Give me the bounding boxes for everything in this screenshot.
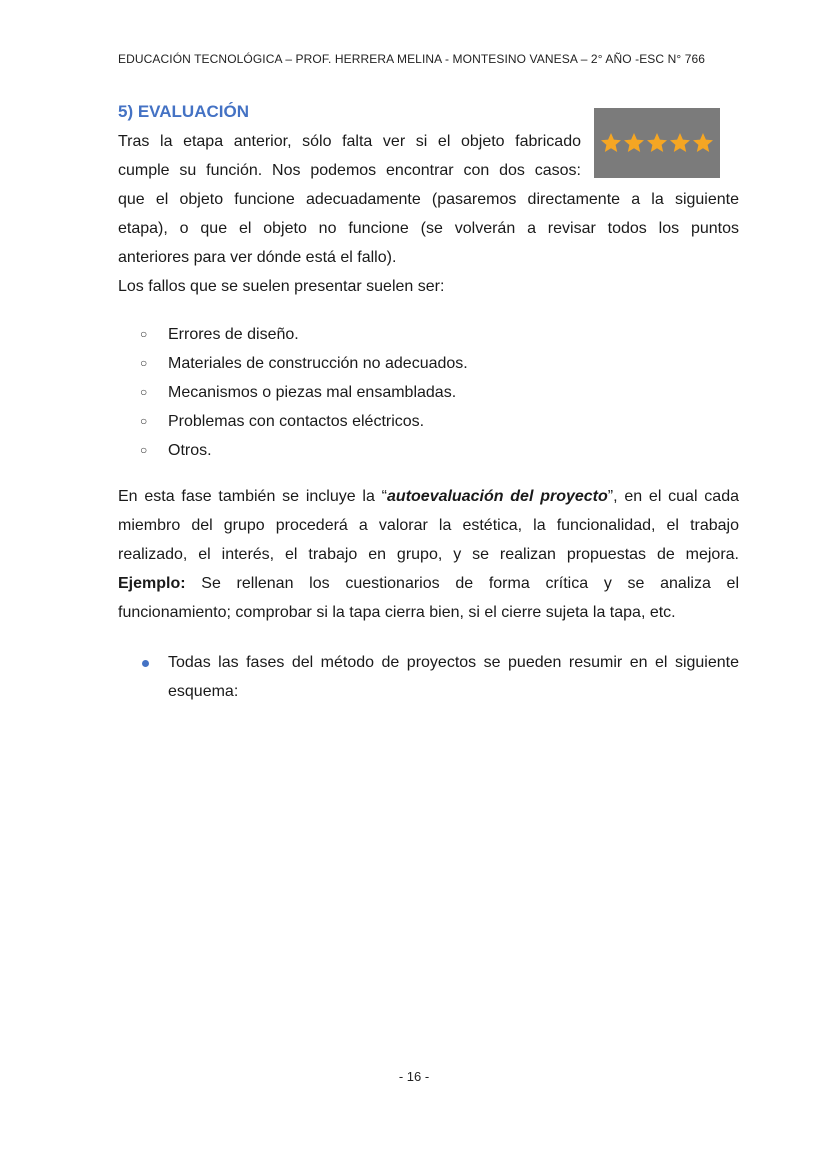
circle-bullet-icon: ○ (140, 414, 148, 428)
list-item-text: Mecanismos o piezas mal ensambladas. (168, 384, 457, 401)
bullet-line: esquema: (168, 683, 239, 700)
paragraph-line: realizado, el interés, el trabajo en grupo, y se realizan propuestas de mejora. (118, 546, 739, 563)
section-title: 5) EVALUACIÓN (118, 102, 249, 121)
list-item-text: Materiales de construcción no adecuados. (168, 355, 468, 372)
list-item (140, 436, 468, 465)
page-number: - 16 - (398, 1069, 430, 1084)
autoevaluacion-paragraph (118, 482, 739, 627)
bullet-line: Todas las fases del método de proyectos se pueden resumir en el siguiente (168, 654, 739, 671)
summary-bullet (140, 648, 739, 706)
intro-line: anteriores para ver dónde está el fallo). (118, 249, 397, 266)
page-header: EDUCACIÓN TECNOLÓGICA – PROF. HERRERA MELINA - MONTESINO VANESA – 2° AÑO -ESC N° 766 (118, 52, 706, 66)
example-label: Ejemplo: (118, 575, 186, 592)
text-run: Se rellenan los cuestionarios de forma crítica y se analiza el (185, 575, 739, 592)
list-item (140, 407, 468, 436)
intro-line: que el objeto funcione adecuadamente (pasaremos directamente a la siguiente (118, 191, 739, 208)
paragraph-line: miembro del grupo procederá a valorar la estética, la funcionalidad, el trabajo (118, 517, 739, 534)
emphasis-text: autoevaluación del proyecto (387, 488, 608, 505)
paragraph-line: funcionamiento; comprobar si la tapa cierra bien, si el cierre sujeta la tapa, etc. (118, 604, 676, 621)
paragraph-line (118, 569, 739, 598)
bullet-dot-icon (142, 660, 149, 667)
list-item (140, 349, 468, 378)
circle-bullet-icon: ○ (140, 385, 148, 399)
list-item (140, 320, 468, 349)
fallos-list (140, 320, 468, 465)
list-item (140, 378, 468, 407)
paragraph-line (118, 482, 739, 511)
list-item-text: Otros. (168, 442, 212, 459)
list-item-text: Problemas con contactos eléctricos. (168, 413, 425, 430)
text-run: En esta fase también se incluye la “ (118, 488, 388, 505)
intro-paragraph (118, 127, 739, 301)
intro-line: cumple su función. Nos podemos encontrar con dos casos: (118, 162, 581, 179)
list-item-text: Errores de diseño. (168, 326, 299, 343)
circle-bullet-icon: ○ (140, 327, 148, 341)
fallos-intro: Los fallos que se suelen presentar suelen ser: (118, 278, 445, 295)
intro-line: etapa), o que el objeto no funcione (se volverán a revisar todos los puntos (118, 220, 739, 237)
intro-line: Tras la etapa anterior, sólo falta ver si el objeto fabricado (118, 133, 581, 150)
text-run: ”, en el cual cada (607, 488, 740, 505)
circle-bullet-icon: ○ (140, 443, 148, 457)
circle-bullet-icon: ○ (140, 356, 148, 370)
